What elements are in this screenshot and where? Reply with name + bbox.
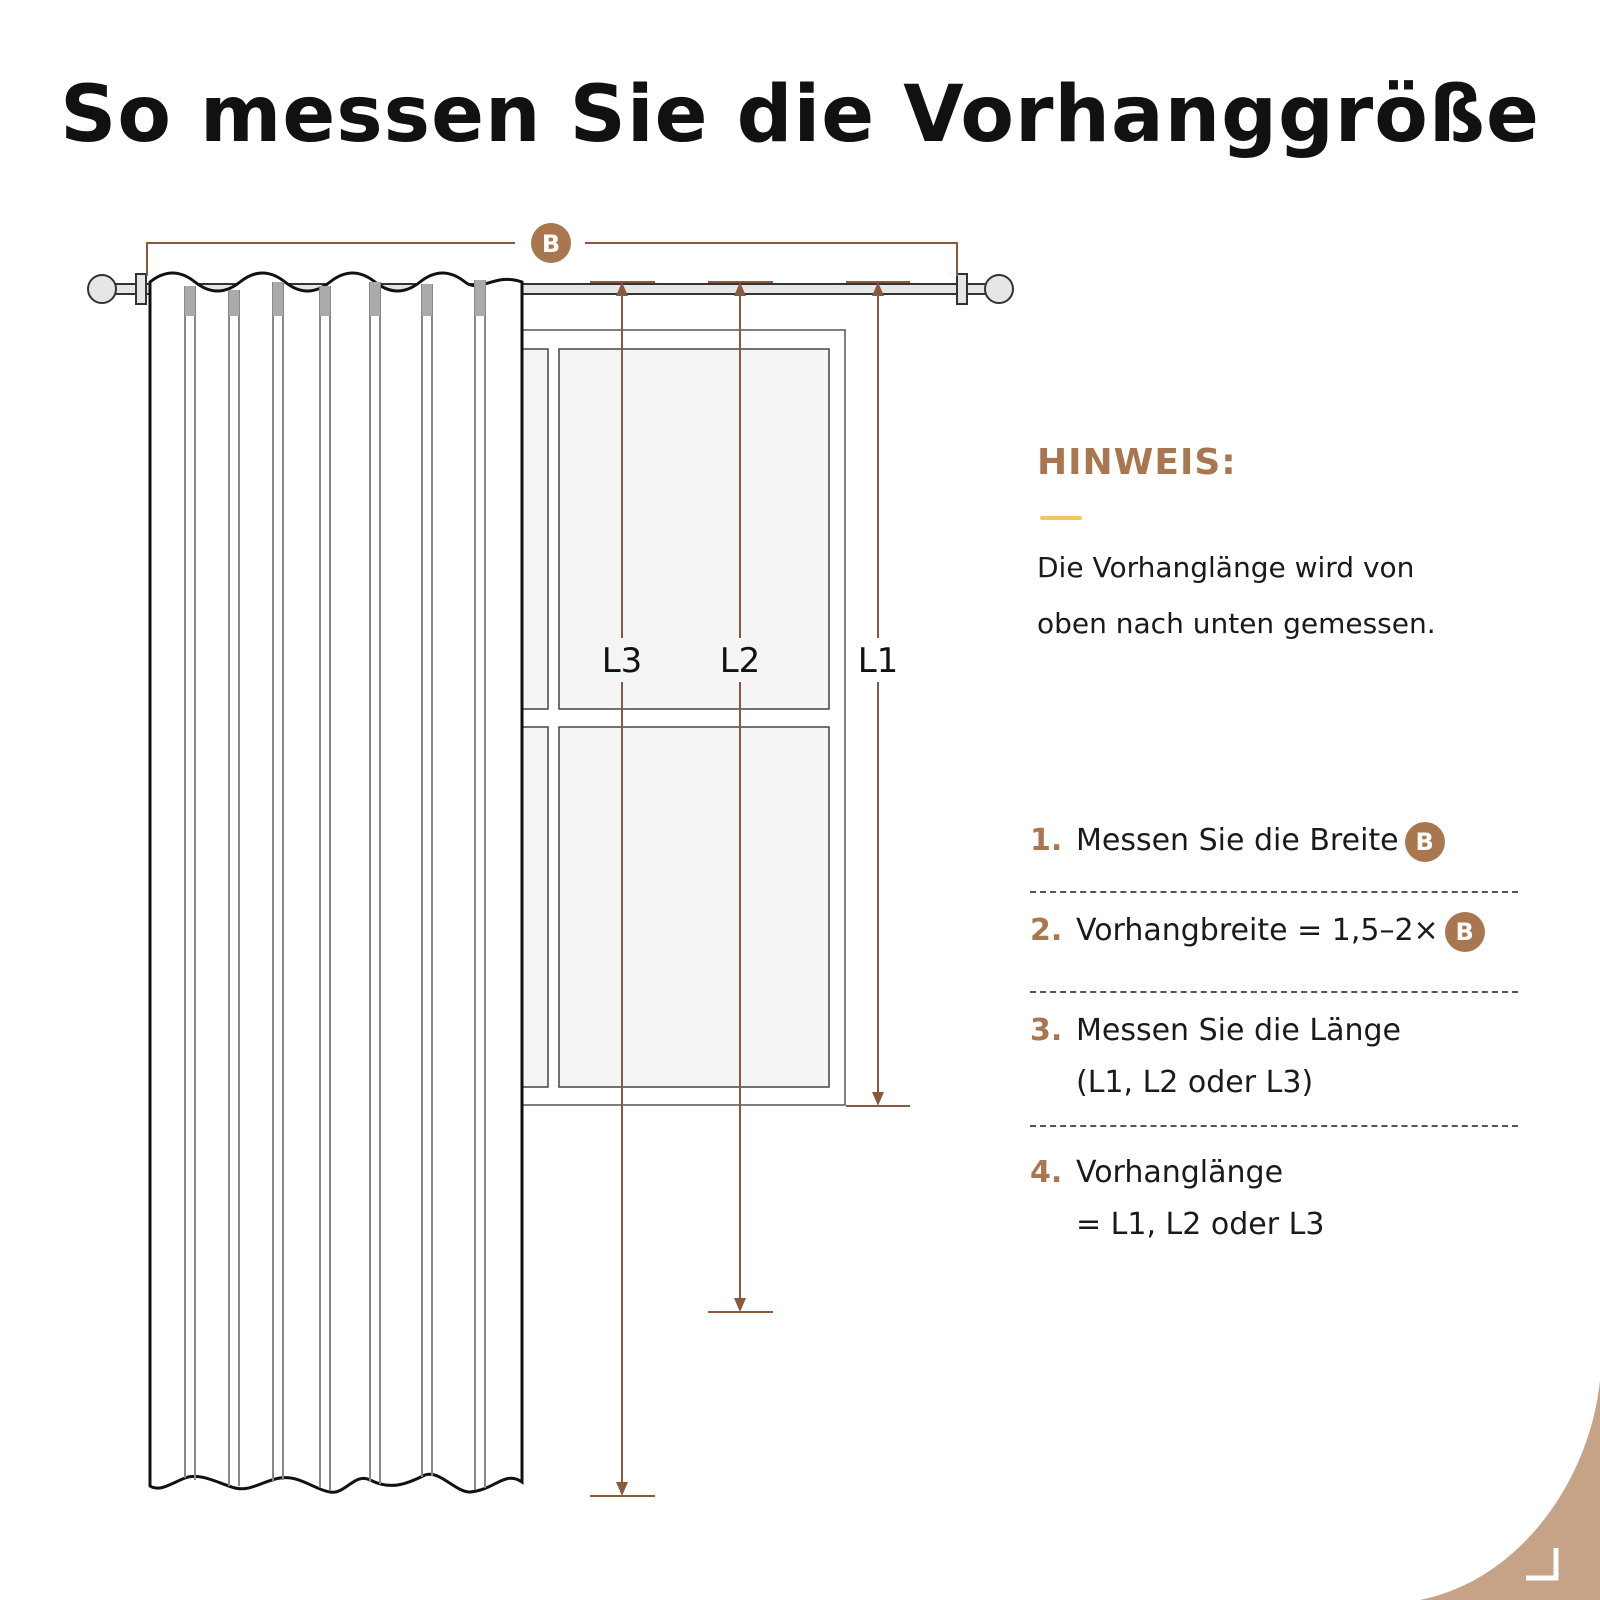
rod-finial-right	[985, 275, 1013, 303]
curtain	[150, 273, 522, 1492]
step-3	[1030, 993, 1518, 1125]
step-1	[1030, 815, 1518, 891]
hint-line-1: Die Vorhanglänge wird von	[1037, 551, 1415, 584]
width-badge-label: B	[541, 230, 561, 258]
step-label: Messen Sie die Länge	[1076, 1013, 1401, 1048]
hint-divider	[1040, 516, 1082, 520]
step-text	[1076, 905, 1518, 957]
corner-decoration	[1420, 1380, 1600, 1600]
hint-line-2: oben nach unten gemessen.	[1037, 607, 1436, 640]
step-number: 2.	[1030, 913, 1063, 948]
step-label: Vorhanglänge	[1076, 1155, 1284, 1190]
hint-title: HINWEIS:	[1037, 442, 1237, 483]
width-badge: B	[1405, 822, 1445, 862]
l3-label: L3	[601, 641, 643, 681]
step-number: 3.	[1030, 1013, 1063, 1048]
l2-label: L2	[719, 641, 761, 681]
step-sublabel: = L1, L2 oder L3	[1076, 1207, 1325, 1242]
step-label: Vorhangbreite = 1,5–2×	[1076, 913, 1439, 948]
step-sublabel: (L1, L2 oder L3)	[1076, 1065, 1314, 1100]
step-4	[1030, 1127, 1518, 1251]
step-number: 1.	[1030, 823, 1063, 858]
l1-arrow	[846, 282, 910, 1106]
step-text	[1076, 1005, 1518, 1109]
step-text	[1076, 1147, 1518, 1251]
step-number: 4.	[1030, 1155, 1063, 1190]
rod-finial-left	[88, 275, 116, 303]
step-text	[1076, 815, 1518, 867]
steps-list	[1030, 815, 1518, 1251]
width-badge: B	[1445, 912, 1485, 952]
window	[500, 330, 845, 1105]
l1-label: L1	[857, 641, 899, 681]
step-label: Messen Sie die Breite	[1076, 823, 1399, 858]
hint-text	[1037, 540, 1577, 652]
step-2	[1030, 893, 1518, 991]
page-title: So messen Sie die Vorhanggröße	[60, 70, 1540, 160]
